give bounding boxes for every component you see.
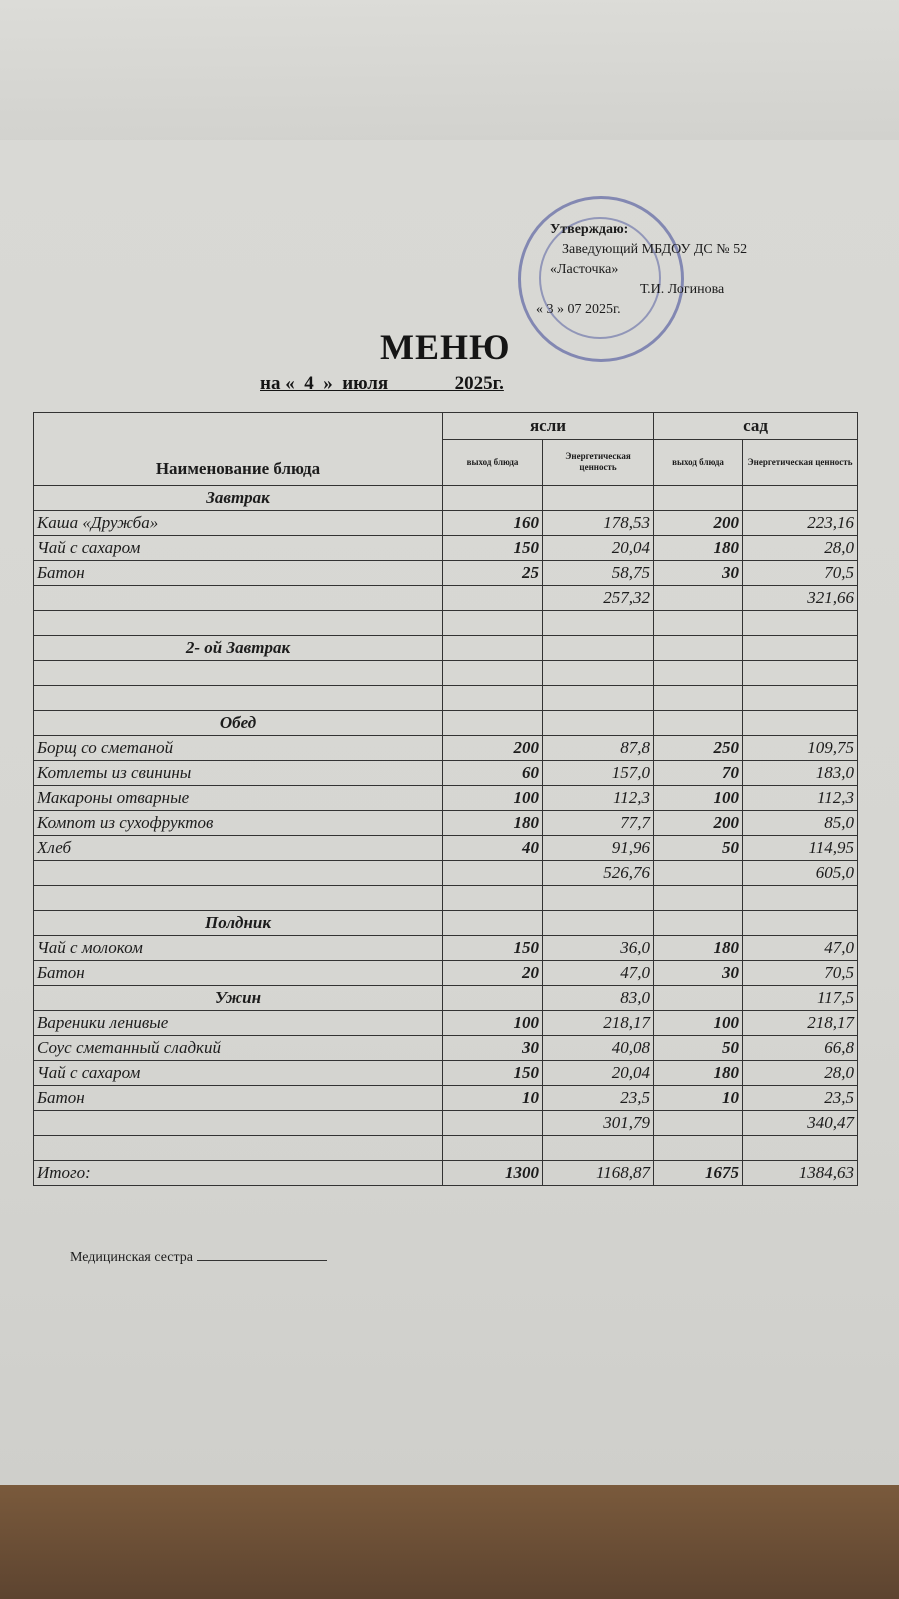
yield-garden: 200 (654, 511, 743, 536)
energy-nursery: 83,0 (543, 986, 654, 1011)
nurse-label: Медицинская сестра (70, 1250, 194, 1265)
yield-nursery (443, 611, 543, 636)
yield-garden: 30 (654, 961, 743, 986)
dish-name: Каша «Дружба» (34, 511, 443, 536)
energy-garden: 28,0 (743, 536, 858, 561)
energy-nursery: 112,3 (543, 786, 654, 811)
table-row (34, 886, 858, 911)
energy-nursery: 23,5 (543, 1086, 654, 1111)
yield-nursery (443, 486, 543, 511)
yield-garden: 100 (654, 786, 743, 811)
energy-nursery: 257,32 (543, 586, 654, 611)
menu-table (33, 412, 858, 1186)
energy-garden: 47,0 (743, 936, 858, 961)
energy-nursery (543, 636, 654, 661)
column-header-name: Наименование блюда (34, 413, 443, 486)
section-title: Обед (34, 711, 443, 736)
energy-garden: 85,0 (743, 811, 858, 836)
yield-nursery (443, 911, 543, 936)
energy-nursery: 36,0 (543, 936, 654, 961)
dish-name: Котлеты из свинины (34, 761, 443, 786)
energy-nursery (543, 611, 654, 636)
energy-nursery: 1168,87 (543, 1161, 654, 1186)
dish-name: Чай с сахаром (34, 536, 443, 561)
yield-garden (654, 636, 743, 661)
energy-nursery: 218,17 (543, 1011, 654, 1036)
yield-garden: 1675 (654, 1161, 743, 1186)
yield-garden: 30 (654, 561, 743, 586)
yield-nursery: 100 (443, 1011, 543, 1036)
dish-name: Батон (34, 1086, 443, 1111)
yield-nursery: 20 (443, 961, 543, 986)
yield-garden (654, 611, 743, 636)
energy-garden (743, 661, 858, 686)
approval-line-1: Заведующий МБДОУ ДС № 52 (562, 242, 748, 257)
energy-nursery: 178,53 (543, 511, 654, 536)
energy-nursery (543, 711, 654, 736)
dish-name: Соус сметанный сладкий (34, 1036, 443, 1061)
yield-garden (654, 986, 743, 1011)
background-sheet (0, 0, 899, 150)
yield-nursery: 1300 (443, 1161, 543, 1186)
section-title: 2- ой Завтрак (34, 636, 443, 661)
dish-name (34, 861, 443, 886)
yield-nursery: 150 (443, 536, 543, 561)
yield-nursery (443, 661, 543, 686)
energy-garden: 66,8 (743, 1036, 858, 1061)
dish-name: Борщ со сметаной (34, 736, 443, 761)
energy-garden: 218,17 (743, 1011, 858, 1036)
yield-garden (654, 886, 743, 911)
dish-name (34, 661, 443, 686)
energy-garden: 70,5 (743, 961, 858, 986)
table-row (34, 611, 858, 636)
energy-nursery: 91,96 (543, 836, 654, 861)
energy-garden (743, 1136, 858, 1161)
table-row (34, 661, 858, 686)
yield-garden: 180 (654, 936, 743, 961)
energy-nursery (543, 911, 654, 936)
yield-nursery (443, 886, 543, 911)
energy-garden: 223,16 (743, 511, 858, 536)
energy-nursery (543, 1136, 654, 1161)
column-header-yield-nursery: выход блюда (443, 439, 543, 485)
energy-garden (743, 636, 858, 661)
table-row (34, 836, 858, 861)
yield-garden (654, 661, 743, 686)
dish-name (34, 1111, 443, 1136)
table-row (34, 936, 858, 961)
dish-name: Батон (34, 561, 443, 586)
page-title: МЕНЮ (380, 327, 511, 367)
energy-garden (743, 686, 858, 711)
dish-name (34, 611, 443, 636)
energy-garden: 321,66 (743, 586, 858, 611)
energy-nursery (543, 886, 654, 911)
yield-garden: 180 (654, 536, 743, 561)
yield-nursery (443, 986, 543, 1011)
energy-garden: 183,0 (743, 761, 858, 786)
yield-nursery: 100 (443, 786, 543, 811)
table-row (34, 961, 858, 986)
table-row (34, 1161, 858, 1186)
table-row (34, 786, 858, 811)
table-row (34, 711, 858, 736)
energy-garden: 114,95 (743, 836, 858, 861)
table-row (34, 511, 858, 536)
table-row (34, 986, 858, 1011)
dish-name (34, 586, 443, 611)
energy-garden: 109,75 (743, 736, 858, 761)
yield-garden: 70 (654, 761, 743, 786)
dish-name: Итого: (34, 1161, 443, 1186)
column-header-energy-nursery: Энергетическая ценность (543, 439, 654, 485)
dish-name: Чай с сахаром (34, 1061, 443, 1086)
energy-garden (743, 886, 858, 911)
table-row (34, 811, 858, 836)
table-row (34, 1011, 858, 1036)
energy-garden: 340,47 (743, 1111, 858, 1136)
energy-garden: 23,5 (743, 1086, 858, 1111)
approval-line-3: Т.И. Логинова (640, 282, 725, 297)
approval-line-2: «Ласточка» (550, 262, 619, 277)
yield-nursery: 200 (443, 736, 543, 761)
section-title: Завтрак (34, 486, 443, 511)
dish-name: Батон (34, 961, 443, 986)
energy-garden: 70,5 (743, 561, 858, 586)
energy-garden (743, 911, 858, 936)
section-title: Полдник (34, 911, 443, 936)
approval-line-4: « 3 » 07 2025г. (536, 302, 621, 317)
dish-name (34, 686, 443, 711)
yield-garden: 50 (654, 836, 743, 861)
dish-name (34, 1136, 443, 1161)
table-row (34, 1036, 858, 1061)
column-header-yield-garden: выход блюда (654, 439, 743, 485)
energy-garden (743, 611, 858, 636)
desk-surface (0, 1485, 899, 1599)
table-row (34, 586, 858, 611)
yield-garden (654, 1136, 743, 1161)
yield-garden: 10 (654, 1086, 743, 1111)
energy-nursery: 58,75 (543, 561, 654, 586)
yield-nursery (443, 1111, 543, 1136)
table-row (34, 1086, 858, 1111)
energy-garden: 112,3 (743, 786, 858, 811)
yield-nursery: 150 (443, 936, 543, 961)
table-row (34, 636, 858, 661)
yield-garden: 180 (654, 1061, 743, 1086)
energy-garden: 605,0 (743, 861, 858, 886)
yield-garden: 100 (654, 1011, 743, 1036)
dish-name: Чай с молоком (34, 936, 443, 961)
energy-nursery: 526,76 (543, 861, 654, 886)
yield-nursery: 40 (443, 836, 543, 861)
energy-garden: 117,5 (743, 986, 858, 1011)
table-row (34, 911, 858, 936)
energy-nursery: 40,08 (543, 1036, 654, 1061)
yield-garden (654, 711, 743, 736)
yield-nursery (443, 686, 543, 711)
yield-garden: 50 (654, 1036, 743, 1061)
dish-name (34, 886, 443, 911)
yield-nursery: 160 (443, 511, 543, 536)
yield-garden (654, 1111, 743, 1136)
yield-garden (654, 586, 743, 611)
dish-name: Хлеб (34, 836, 443, 861)
approval-block (536, 220, 748, 320)
yield-nursery: 180 (443, 811, 543, 836)
energy-garden (743, 711, 858, 736)
energy-nursery: 77,7 (543, 811, 654, 836)
table-row (34, 686, 858, 711)
yield-garden (654, 486, 743, 511)
nurse-signature (70, 1250, 327, 1266)
energy-nursery: 47,0 (543, 961, 654, 986)
yield-nursery (443, 1136, 543, 1161)
table-row (34, 536, 858, 561)
table-row (34, 736, 858, 761)
yield-nursery: 30 (443, 1036, 543, 1061)
yield-garden (654, 861, 743, 886)
energy-nursery: 20,04 (543, 1061, 654, 1086)
column-group-nursery: ясли (443, 413, 654, 440)
yield-nursery (443, 711, 543, 736)
yield-garden: 250 (654, 736, 743, 761)
energy-nursery: 157,0 (543, 761, 654, 786)
yield-nursery: 25 (443, 561, 543, 586)
energy-nursery: 20,04 (543, 536, 654, 561)
yield-nursery (443, 586, 543, 611)
signature-line (197, 1260, 327, 1261)
energy-nursery (543, 486, 654, 511)
table-row (34, 861, 858, 886)
table-row (34, 761, 858, 786)
yield-nursery (443, 861, 543, 886)
dish-name: Компот из сухофруктов (34, 811, 443, 836)
yield-garden: 200 (654, 811, 743, 836)
dish-name: Вареники ленивые (34, 1011, 443, 1036)
energy-garden (743, 486, 858, 511)
column-header-energy-garden: Энергетическая ценность (743, 439, 858, 485)
table-row (34, 561, 858, 586)
dish-name: Макароны отварные (34, 786, 443, 811)
menu-date: на « 4 » июля 2025г. (260, 373, 504, 394)
energy-garden: 28,0 (743, 1061, 858, 1086)
energy-nursery: 87,8 (543, 736, 654, 761)
yield-nursery: 150 (443, 1061, 543, 1086)
energy-garden: 1384,63 (743, 1161, 858, 1186)
table-row (34, 1061, 858, 1086)
table-row (34, 486, 858, 511)
energy-nursery (543, 661, 654, 686)
yield-garden (654, 911, 743, 936)
yield-nursery: 10 (443, 1086, 543, 1111)
energy-nursery: 301,79 (543, 1111, 654, 1136)
energy-nursery (543, 686, 654, 711)
section-title: Ужин (34, 986, 443, 1011)
yield-garden (654, 686, 743, 711)
table-row (34, 1136, 858, 1161)
table-row (34, 1111, 858, 1136)
column-group-garden: сад (654, 413, 858, 440)
menu-table-body (34, 486, 858, 1186)
yield-nursery (443, 636, 543, 661)
yield-nursery: 60 (443, 761, 543, 786)
approval-title: Утверждаю: (550, 222, 629, 237)
